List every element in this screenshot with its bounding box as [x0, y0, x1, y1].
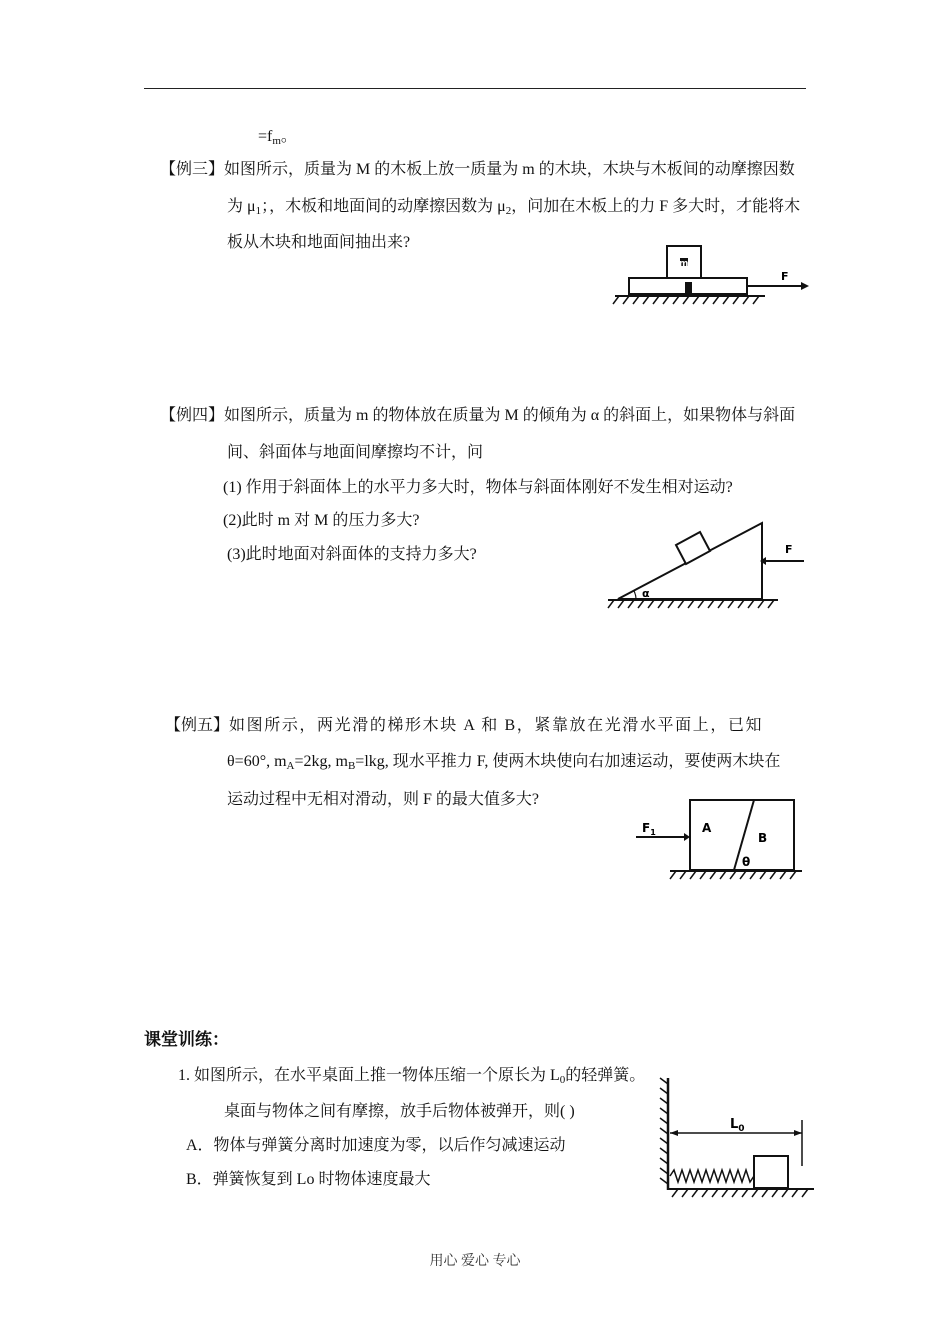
example4-q3: (3)此时地面对斜面体的支持力多大?: [227, 546, 477, 563]
example4-line2: 间、斜面体与地面间摩擦均不计，问: [227, 444, 484, 461]
example5-tag: 【例五】: [165, 717, 230, 734]
example4-q2: (2)此时 m 对 M 的压力多大?: [223, 512, 420, 529]
example5-line1: 【例五】如图所示，两光滑的梯形木块 A 和 B，紧靠放在光滑水平面上，已知: [165, 717, 764, 734]
block-label: m: [679, 259, 689, 269]
length-label: $L_0$: [730, 1117, 745, 1134]
example5-figure: [630, 790, 815, 885]
training-q1-line1: 1. 如图所示，在水平桌面上推一物体压缩一个原长为 $L_0$的轻弹簧。: [178, 1067, 646, 1086]
example5-line2: θ=60°, $m_A=2kg$, $m_B=lkg$, 现水平推力 F, 使两木块使向右加速运动，要使两木块在: [227, 753, 781, 772]
example3-line2: 为 $\mu_1$；，木板和地面间的动摩擦因数为 $\mu_2$，问加在木板上的力 F 多大时，才能将木: [227, 198, 801, 217]
force-label: F: [781, 270, 789, 283]
spring-block: [754, 1156, 788, 1188]
spring: [670, 1170, 754, 1182]
example3-line3: 板从木块和地面间抽出来?: [227, 234, 411, 251]
label-B: B: [758, 831, 768, 845]
example4-figure: [600, 515, 815, 615]
header-rule: [144, 88, 806, 89]
spring-figure: [650, 1070, 820, 1200]
training-heading: 课堂训练：: [144, 1030, 229, 1050]
example3-figure: [605, 240, 815, 310]
example4-line1: 【例四】如图所示，质量为 m 的物体放在质量为 M 的倾角为 α 的斜面上，如果物体与斜面: [160, 407, 796, 424]
training-q1-line2: 桌面与物体之间有摩擦，放手后物体被弹开，则( ): [224, 1103, 575, 1120]
page-footer: 用心 爱心 专心: [429, 1254, 521, 1269]
label-A: A: [702, 821, 712, 835]
example4-tag: 【例四】: [160, 407, 225, 424]
training-option-b: B．弹簧恢复到 Lo 时物体速度最大: [186, 1171, 431, 1188]
example3-tag: 【例三】: [160, 161, 225, 178]
angle-label: θ: [742, 855, 751, 869]
example3-line1: 【例三】如图所示，质量为 M 的木板上放一质量为 m 的木块，木块与木板间的动摩擦因数: [160, 161, 795, 178]
force-label: F: [785, 543, 793, 556]
training-option-a: A．物体与弹簧分离时加速度为零，以后作匀减速运动: [186, 1137, 566, 1154]
example5-line3: 运动过程中无相对滑动，则 F 的最大值多大?: [227, 791, 540, 808]
example4-q1: (1) 作用于斜面体上的水平力多大时，物体与斜面体刚好不发生相对运动?: [223, 479, 733, 496]
carry-line: $=f_m$。: [258, 128, 297, 147]
angle-label: α: [642, 587, 650, 600]
force-label: $F_1$: [642, 821, 656, 837]
